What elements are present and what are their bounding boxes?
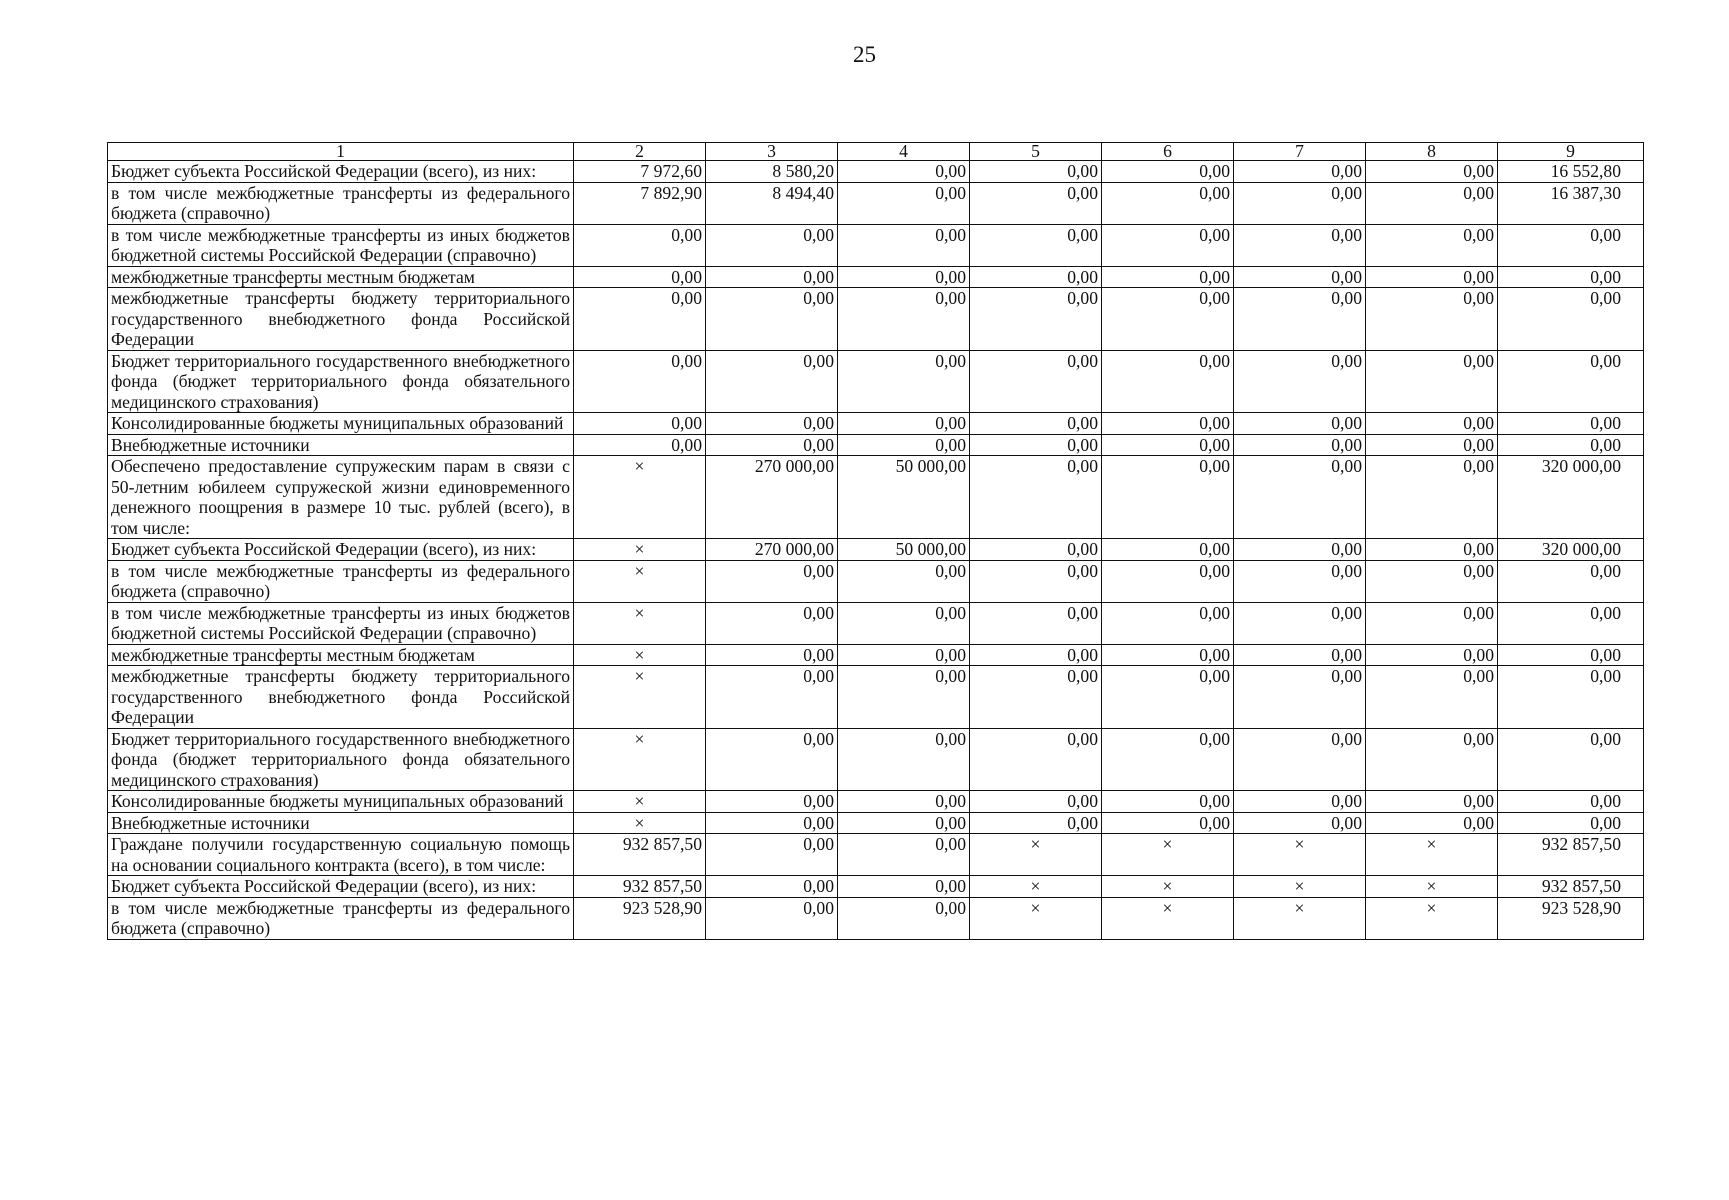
value-cell-col-5: 0,00 <box>970 812 1102 834</box>
value-cell-col-4: 0,00 <box>838 812 970 834</box>
value-cell-col-7: 0,00 <box>1234 161 1366 183</box>
value-cell-col-6: 0,00 <box>1102 434 1234 456</box>
value-cell-col-3: 0,00 <box>706 266 838 288</box>
value-cell-col-4: 0,00 <box>838 182 970 224</box>
value-cell-col-6: 0,00 <box>1102 288 1234 351</box>
value-cell-col-9: 932 857,50 <box>1498 834 1644 876</box>
value-cell-col-2: × <box>574 791 706 813</box>
value-cell-col-9: 0,00 <box>1498 413 1644 435</box>
value-cell-col-4: 0,00 <box>838 834 970 876</box>
value-cell-col-8: × <box>1366 834 1498 876</box>
value-cell-col-8: 0,00 <box>1366 560 1498 602</box>
value-cell-col-5: 0,00 <box>970 791 1102 813</box>
value-cell-col-2: × <box>574 644 706 666</box>
value-cell-col-7: 0,00 <box>1234 560 1366 602</box>
value-cell-col-4: 0,00 <box>838 876 970 898</box>
value-cell-col-9: 0,00 <box>1498 288 1644 351</box>
value-cell-col-2: × <box>574 812 706 834</box>
value-cell-col-8: 0,00 <box>1366 161 1498 183</box>
value-cell-col-9: 0,00 <box>1498 602 1644 644</box>
table-row <box>108 560 1644 602</box>
value-cell-col-3: 0,00 <box>706 602 838 644</box>
row-label: в том числе межбюджетные трансферты из иных бюджетов бюджетной системы Российской Федерации (справочно) <box>108 602 574 644</box>
value-cell-col-4: 0,00 <box>838 791 970 813</box>
value-cell-col-3: 0,00 <box>706 834 838 876</box>
column-number-8: 8 <box>1366 143 1498 161</box>
value-cell-col-5: 0,00 <box>970 161 1102 183</box>
table-row <box>108 728 1644 791</box>
value-cell-col-4: 50 000,00 <box>838 456 970 539</box>
column-number-6: 6 <box>1102 143 1234 161</box>
value-cell-col-6: 0,00 <box>1102 602 1234 644</box>
value-cell-col-2: 0,00 <box>574 266 706 288</box>
table-row <box>108 288 1644 351</box>
column-number-4: 4 <box>838 143 970 161</box>
value-cell-col-4: 0,00 <box>838 288 970 351</box>
value-cell-col-5: × <box>970 876 1102 898</box>
value-cell-col-9: 0,00 <box>1498 224 1644 266</box>
table-row <box>108 539 1644 561</box>
value-cell-col-4: 0,00 <box>838 897 970 939</box>
value-cell-col-7: 0,00 <box>1234 791 1366 813</box>
value-cell-col-2: 0,00 <box>574 413 706 435</box>
value-cell-col-2: × <box>574 456 706 539</box>
value-cell-col-6: 0,00 <box>1102 182 1234 224</box>
value-cell-col-8: 0,00 <box>1366 539 1498 561</box>
table-row <box>108 812 1644 834</box>
value-cell-col-2: 932 857,50 <box>574 876 706 898</box>
value-cell-col-5: × <box>970 897 1102 939</box>
value-cell-col-4: 50 000,00 <box>838 539 970 561</box>
value-cell-col-3: 8 494,40 <box>706 182 838 224</box>
value-cell-col-7: 0,00 <box>1234 602 1366 644</box>
value-cell-col-8: × <box>1366 876 1498 898</box>
value-cell-col-5: 0,00 <box>970 560 1102 602</box>
value-cell-col-6: 0,00 <box>1102 812 1234 834</box>
value-cell-col-4: 0,00 <box>838 644 970 666</box>
value-cell-col-6: × <box>1102 834 1234 876</box>
value-cell-col-2: × <box>574 539 706 561</box>
row-label: Бюджет субъекта Российской Федерации (всего), из них: <box>108 539 574 561</box>
value-cell-col-2: 0,00 <box>574 350 706 413</box>
value-cell-col-7: 0,00 <box>1234 266 1366 288</box>
value-cell-col-7: 0,00 <box>1234 539 1366 561</box>
value-cell-col-8: 0,00 <box>1366 791 1498 813</box>
row-label: межбюджетные трансферты местным бюджетам <box>108 266 574 288</box>
value-cell-col-6: 0,00 <box>1102 539 1234 561</box>
value-cell-col-9: 16 552,80 <box>1498 161 1644 183</box>
value-cell-col-5: 0,00 <box>970 456 1102 539</box>
table-row <box>108 456 1644 539</box>
value-cell-col-6: 0,00 <box>1102 728 1234 791</box>
value-cell-col-5: 0,00 <box>970 182 1102 224</box>
value-cell-col-2: 0,00 <box>574 224 706 266</box>
value-cell-col-5: 0,00 <box>970 666 1102 729</box>
row-label: Внебюджетные источники <box>108 812 574 834</box>
row-label: в том числе межбюджетные трансферты из федерального бюджета (справочно) <box>108 182 574 224</box>
row-label: в том числе межбюджетные трансферты из федерального бюджета (справочно) <box>108 560 574 602</box>
value-cell-col-8: 0,00 <box>1366 182 1498 224</box>
value-cell-col-5: 0,00 <box>970 288 1102 351</box>
value-cell-col-8: × <box>1366 897 1498 939</box>
value-cell-col-8: 0,00 <box>1366 288 1498 351</box>
value-cell-col-9: 320 000,00 <box>1498 456 1644 539</box>
value-cell-col-7: 0,00 <box>1234 224 1366 266</box>
value-cell-col-6: 0,00 <box>1102 266 1234 288</box>
value-cell-col-5: 0,00 <box>970 434 1102 456</box>
value-cell-col-4: 0,00 <box>838 434 970 456</box>
value-cell-col-6: 0,00 <box>1102 224 1234 266</box>
value-cell-col-3: 0,00 <box>706 350 838 413</box>
value-cell-col-9: 0,00 <box>1498 560 1644 602</box>
value-cell-col-9: 923 528,90 <box>1498 897 1644 939</box>
value-cell-col-6: 0,00 <box>1102 456 1234 539</box>
column-number-9: 9 <box>1498 143 1644 161</box>
value-cell-col-4: 0,00 <box>838 350 970 413</box>
row-label: Граждане получили государственную социальную помощь на основании социального контракта (всего), в том числе: <box>108 834 574 876</box>
row-label: Консолидированные бюджеты муниципальных образований <box>108 413 574 435</box>
value-cell-col-8: 0,00 <box>1366 413 1498 435</box>
value-cell-col-7: 0,00 <box>1234 413 1366 435</box>
value-cell-col-3: 0,00 <box>706 413 838 435</box>
table-row <box>108 876 1644 898</box>
value-cell-col-5: 0,00 <box>970 224 1102 266</box>
value-cell-col-3: 270 000,00 <box>706 539 838 561</box>
value-cell-col-8: 0,00 <box>1366 644 1498 666</box>
value-cell-col-4: 0,00 <box>838 602 970 644</box>
value-cell-col-5: 0,00 <box>970 602 1102 644</box>
row-label: межбюджетные трансферты бюджету территориального государственного внебюджетного фонда Российской Федерации <box>108 666 574 729</box>
row-label: межбюджетные трансферты местным бюджетам <box>108 644 574 666</box>
value-cell-col-8: 0,00 <box>1366 456 1498 539</box>
value-cell-col-8: 0,00 <box>1366 266 1498 288</box>
value-cell-col-5: 0,00 <box>970 539 1102 561</box>
value-cell-col-7: 0,00 <box>1234 288 1366 351</box>
table-row <box>108 266 1644 288</box>
column-number-3: 3 <box>706 143 838 161</box>
value-cell-col-6: 0,00 <box>1102 791 1234 813</box>
value-cell-col-5: 0,00 <box>970 413 1102 435</box>
table-row <box>108 224 1644 266</box>
value-cell-col-2: × <box>574 728 706 791</box>
value-cell-col-2: 7 972,60 <box>574 161 706 183</box>
value-cell-col-6: 0,00 <box>1102 161 1234 183</box>
value-cell-col-7: × <box>1234 834 1366 876</box>
row-label: Бюджет субъекта Российской Федерации (всего), из них: <box>108 876 574 898</box>
value-cell-col-9: 0,00 <box>1498 266 1644 288</box>
value-cell-col-3: 0,00 <box>706 288 838 351</box>
value-cell-col-2: 932 857,50 <box>574 834 706 876</box>
value-cell-col-5: 0,00 <box>970 266 1102 288</box>
value-cell-col-7: 0,00 <box>1234 666 1366 729</box>
value-cell-col-7: 0,00 <box>1234 182 1366 224</box>
value-cell-col-9: 0,00 <box>1498 791 1644 813</box>
value-cell-col-6: 0,00 <box>1102 666 1234 729</box>
value-cell-col-6: × <box>1102 897 1234 939</box>
value-cell-col-8: 0,00 <box>1366 434 1498 456</box>
value-cell-col-6: 0,00 <box>1102 350 1234 413</box>
table-row <box>108 644 1644 666</box>
column-number-5: 5 <box>970 143 1102 161</box>
table-row <box>108 897 1644 939</box>
value-cell-col-9: 16 387,30 <box>1498 182 1644 224</box>
value-cell-col-7: × <box>1234 876 1366 898</box>
value-cell-col-9: 0,00 <box>1498 434 1644 456</box>
value-cell-col-4: 0,00 <box>838 224 970 266</box>
row-label: межбюджетные трансферты бюджету территориального государственного внебюджетного фонда Российской Федерации <box>108 288 574 351</box>
value-cell-col-3: 270 000,00 <box>706 456 838 539</box>
row-label: Бюджет территориального государственного внебюджетного фонда (бюджет территориального фонда обязательного медицинского страхования) <box>108 728 574 791</box>
value-cell-col-9: 932 857,50 <box>1498 876 1644 898</box>
value-cell-col-8: 0,00 <box>1366 602 1498 644</box>
row-label: Консолидированные бюджеты муниципальных образований <box>108 791 574 813</box>
value-cell-col-7: 0,00 <box>1234 728 1366 791</box>
value-cell-col-8: 0,00 <box>1366 728 1498 791</box>
value-cell-col-8: 0,00 <box>1366 224 1498 266</box>
value-cell-col-3: 0,00 <box>706 876 838 898</box>
value-cell-col-7: 0,00 <box>1234 456 1366 539</box>
row-label: в том числе межбюджетные трансферты из иных бюджетов бюджетной системы Российской Федерации (справочно) <box>108 224 574 266</box>
value-cell-col-9: 0,00 <box>1498 350 1644 413</box>
table-row <box>108 791 1644 813</box>
value-cell-col-9: 320 000,00 <box>1498 539 1644 561</box>
value-cell-col-2: 0,00 <box>574 434 706 456</box>
value-cell-col-7: × <box>1234 897 1366 939</box>
value-cell-col-3: 0,00 <box>706 434 838 456</box>
value-cell-col-5: × <box>970 834 1102 876</box>
row-label: Бюджет территориального государственного внебюджетного фонда (бюджет территориального фонда обязательного медицинского страхования) <box>108 350 574 413</box>
value-cell-col-7: 0,00 <box>1234 812 1366 834</box>
value-cell-col-3: 0,00 <box>706 812 838 834</box>
value-cell-col-2: 7 892,90 <box>574 182 706 224</box>
table-row <box>108 602 1644 644</box>
value-cell-col-2: 0,00 <box>574 288 706 351</box>
value-cell-col-3: 0,00 <box>706 666 838 729</box>
value-cell-col-8: 0,00 <box>1366 812 1498 834</box>
value-cell-col-4: 0,00 <box>838 560 970 602</box>
table-row <box>108 182 1644 224</box>
value-cell-col-8: 0,00 <box>1366 350 1498 413</box>
value-cell-col-4: 0,00 <box>838 161 970 183</box>
value-cell-col-4: 0,00 <box>838 266 970 288</box>
value-cell-col-9: 0,00 <box>1498 812 1644 834</box>
value-cell-col-6: 0,00 <box>1102 560 1234 602</box>
table-row <box>108 161 1644 183</box>
budget-table <box>107 142 1644 940</box>
value-cell-col-3: 0,00 <box>706 897 838 939</box>
value-cell-col-2: × <box>574 666 706 729</box>
value-cell-col-2: × <box>574 602 706 644</box>
row-label: в том числе межбюджетные трансферты из федерального бюджета (справочно) <box>108 897 574 939</box>
value-cell-col-9: 0,00 <box>1498 666 1644 729</box>
value-cell-col-7: 0,00 <box>1234 434 1366 456</box>
row-label: Внебюджетные источники <box>108 434 574 456</box>
value-cell-col-6: 0,00 <box>1102 413 1234 435</box>
value-cell-col-4: 0,00 <box>838 413 970 435</box>
table-row <box>108 350 1644 413</box>
value-cell-col-3: 0,00 <box>706 791 838 813</box>
value-cell-col-5: 0,00 <box>970 350 1102 413</box>
value-cell-col-4: 0,00 <box>838 728 970 791</box>
value-cell-col-9: 0,00 <box>1498 728 1644 791</box>
value-cell-col-3: 0,00 <box>706 728 838 791</box>
table-row <box>108 666 1644 729</box>
value-cell-col-9: 0,00 <box>1498 644 1644 666</box>
value-cell-col-2: 923 528,90 <box>574 897 706 939</box>
value-cell-col-8: 0,00 <box>1366 666 1498 729</box>
table-row <box>108 834 1644 876</box>
value-cell-col-5: 0,00 <box>970 728 1102 791</box>
value-cell-col-3: 8 580,20 <box>706 161 838 183</box>
page-number: 25 <box>853 42 876 67</box>
column-number-1: 1 <box>108 143 574 161</box>
column-number-2: 2 <box>574 143 706 161</box>
value-cell-col-7: 0,00 <box>1234 350 1366 413</box>
table-row <box>108 413 1644 435</box>
value-cell-col-2: × <box>574 560 706 602</box>
column-number-7: 7 <box>1234 143 1366 161</box>
value-cell-col-3: 0,00 <box>706 560 838 602</box>
table-row <box>108 434 1644 456</box>
value-cell-col-3: 0,00 <box>706 644 838 666</box>
value-cell-col-6: 0,00 <box>1102 644 1234 666</box>
value-cell-col-6: × <box>1102 876 1234 898</box>
value-cell-col-3: 0,00 <box>706 224 838 266</box>
value-cell-col-7: 0,00 <box>1234 644 1366 666</box>
column-number-row <box>108 143 1644 161</box>
table-body <box>108 161 1644 940</box>
row-label: Бюджет субъекта Российской Федерации (всего), из них: <box>108 161 574 183</box>
value-cell-col-4: 0,00 <box>838 666 970 729</box>
row-label: Обеспечено предоставление супружеским парам в связи с 50-летним юбилеем супружеской жизни единовременного денежного поощрения в размере 10 тыс. рублей (всего), в том числе: <box>108 456 574 539</box>
value-cell-col-5: 0,00 <box>970 644 1102 666</box>
